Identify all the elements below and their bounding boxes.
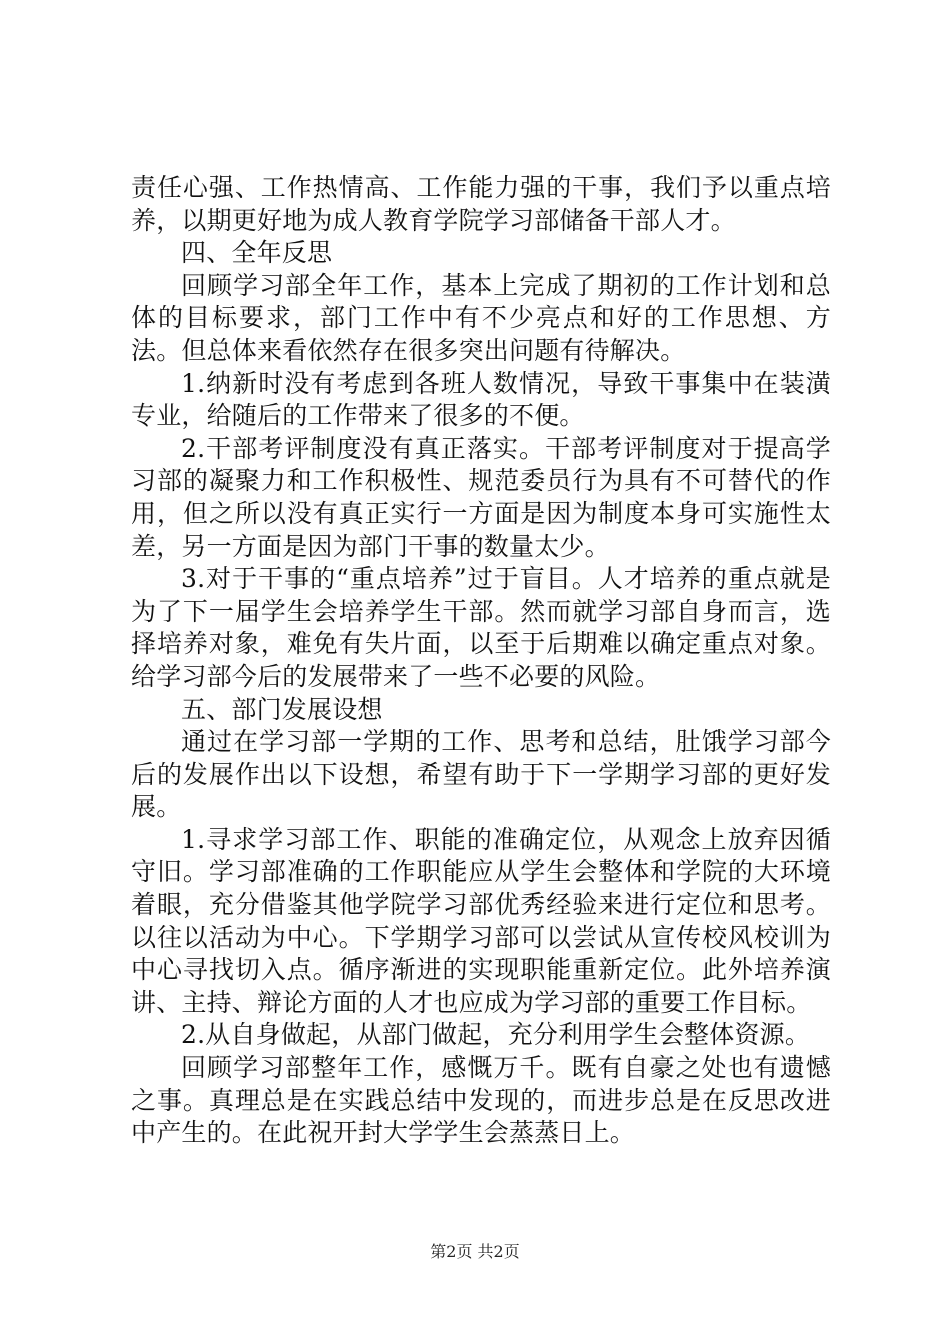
list-item-recruitment: 1.纳新时没有考虑到各班人数情况，导致干事集中在装潢专业，给随后的工作带来了很多的不便。 (131, 368, 831, 431)
page-number-footer: 第2页 共2页 (430, 1242, 520, 1261)
list-item-evaluation: 2.干部考评制度没有真正落实。干部考评制度对于提高学习部的凝聚力和工作积极性、规范委员行为具有不可替代的作用，但之所以没有真正实行一方面是因为制度本身可实施性太差，另一方面是因为部门干事的数量太少。 (131, 433, 831, 561)
heading-annual-reflection: 四、全年反思 (181, 238, 333, 268)
list-item-resources: 2.从自身做起，从部门做起，充分利用学生会整体资源。 (181, 1020, 811, 1050)
list-item-key-training: 3.对于干事的“重点培养”过于盲目。人才培养的重点就是为了下一届学生会培养学生干部。然而就学习部自身而言，选择培养对象，难免有失片面，以至于后期难以确定重点对象。给学习部今后的发展带来了一些不必要的风险。 (131, 564, 831, 691)
paragraph-conclusion: 回顾学习部整年工作，感慨万千。既有自豪之处也有遗憾之事。真理总是在实践总结中发现的，而进步总是在反思改进中产生的。在此祝开封大学学生会蒸蒸日上。 (131, 1053, 831, 1148)
heading-development-plan: 五、部门发展设想 (181, 694, 383, 724)
list-item-positioning: 1.寻求学习部工作、职能的准确定位，从观念上放弃因循守旧。学习部准确的工作职能应从学生会整体和学院的大环境着眼，充分借鉴其他学院学习部优秀经验来进行定位和思考。以往以活动为中心。下学期学习部可以尝试从宣传校风校训为中心寻找切入点。循序渐进的实现职能重新定位。此外培养演讲、主持、辩论方面的人才也应成为学习部的重要工作目标。 (131, 824, 831, 1017)
paragraph-cont-talent: 责任心强、工作热情高、工作能力强的干事，我们予以重点培养，以期更好地为成人教育学院学习部储备干部人才。 (131, 173, 831, 235)
paragraph-review-intro: 回顾学习部全年工作，基本上完成了期初的工作计划和总体的目标要求，部门工作中有不少亮点和好的工作思想、方法。但总体来看依然存在很多突出问题有待解决。 (131, 270, 831, 365)
paragraph-plan-intro: 通过在学习部一学期的工作、思考和总结，肚饿学习部今后的发展作出以下设想，希望有助于下一学期学习部的更好发展。 (131, 727, 831, 822)
document-body (131, 172, 831, 1150)
